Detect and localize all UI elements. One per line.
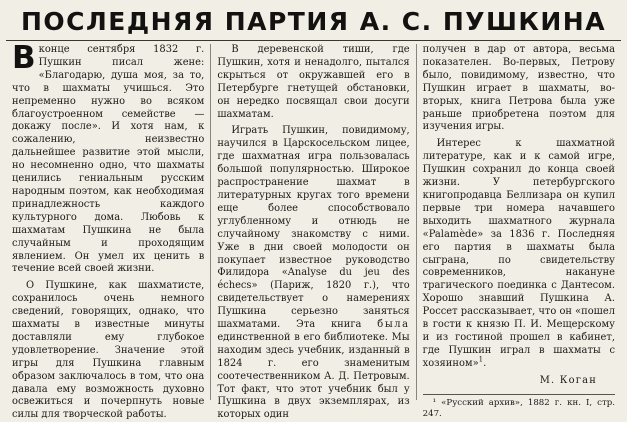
paragraph-end: . xyxy=(483,357,487,369)
column-2 xyxy=(210,44,415,421)
footnote: ¹ «Русский архив», 1882 г. кн. I, стр. 247. xyxy=(423,394,615,420)
paragraph-text: Играть Пушкин, повидимому, научился в Царскосельском лицее, где шахматная игра пользовалась большой популярностью. Широкое распространение шахмат в литературных кругах того времени еще более способствовало углубленному и отнюдь не случайному знакомству с ними. Уже в дни своей молодости он покупает известное руководство Филидора «Analyse du jeu des échecs» (Париж, 1820 г.), что свидетельствует о намерениях Пушкина серьезно заняться шахматами. Эта книга xyxy=(217,125,410,331)
paragraph-text: единственной в его библиотеке. Мы находим здесь учебник, изданный в 1824 г. его знаменитым соотечественником А. Д. Петровым. Тот факт, что этот учебник был у Пушкина в двух экземплярах, из которых один xyxy=(217,331,410,421)
paragraph: получен в дар от автора, весьма показателен. Во-первых, Петрову было, повидимому, известно, что Пушкин играет в шахматы, во-вторых, книга Петрова была уже раньше приобретена поэтом для изучения игры. xyxy=(422,44,615,133)
paragraph: О Пушкине, как шахматисте, сохранилось очень немного сведений, говорящих, однако, что шахматы в известные минуты доставляли ему глубокое удовлетворение. Значение этой игры для Пушкина главным образом заключалось в том, что она давала ему возможность духовно освежиться и почерпнуть новые силы для творческой работы. xyxy=(12,280,205,421)
emphasized-word: была xyxy=(377,319,410,331)
paragraph: В деревенской тиши, где Пушкин, хотя и ненадолго, пытался скрыться от окружавшей его в Петербурге гнетущей обстановки, он нередко посвящал свои досуги шахматам. xyxy=(217,44,410,120)
paragraph xyxy=(423,138,615,370)
article-body xyxy=(6,40,621,421)
author-name: М. Коган xyxy=(539,374,597,386)
column-1 xyxy=(6,40,210,421)
paragraph-text: конце сентября 1832 г. Пушкин писал жене: «Благодарю, душа моя, за то, что в шахматы учишься. Это непременно нужно во всяком благоустроенном семействе — докажу после». И хотя нам, к сожалению, неизвестно дальнейшее развитие этой мысли, но несомненно одно, что шахматы ценились гениальным русским народным поэтом, как необходимая принадлежность каждого культурного дома. Любовь к шахматам Пушкина не была случайным и проходящим явлением. Он умел их ценить в течение всей своей жизни. xyxy=(12,44,205,275)
drop-cap: В xyxy=(12,40,36,76)
author-signature xyxy=(423,375,615,388)
paragraph-text: Интерес к шахматной литературе, как и к самой игре, Пушкин сохранил до конца своей жизни. У петербургского книгопродавца Беллизара он купил первые три номера начавшего выходить шахматного журнала «Palamède» за 1836 г. Последняя его партия в шахматы была сыграна, по свидетельству современников, накануне трагического поединка с Дантесом. Хорошо знавший Пушкина А. Россет рассказывает, что он «пошел в гости к князю П. И. Мещерскому и из гостиной прошел в кабинет, где Пушкин играл в шахматы с хозяином» xyxy=(422,138,615,369)
paragraph xyxy=(12,40,205,276)
footnote-mark: 1 xyxy=(478,355,484,364)
paragraph xyxy=(217,125,409,422)
article-title: ПОСЛЕДНЯЯ ПАРТИЯ А. С. ПУШКИНА xyxy=(6,4,621,41)
column-3 xyxy=(416,44,621,419)
